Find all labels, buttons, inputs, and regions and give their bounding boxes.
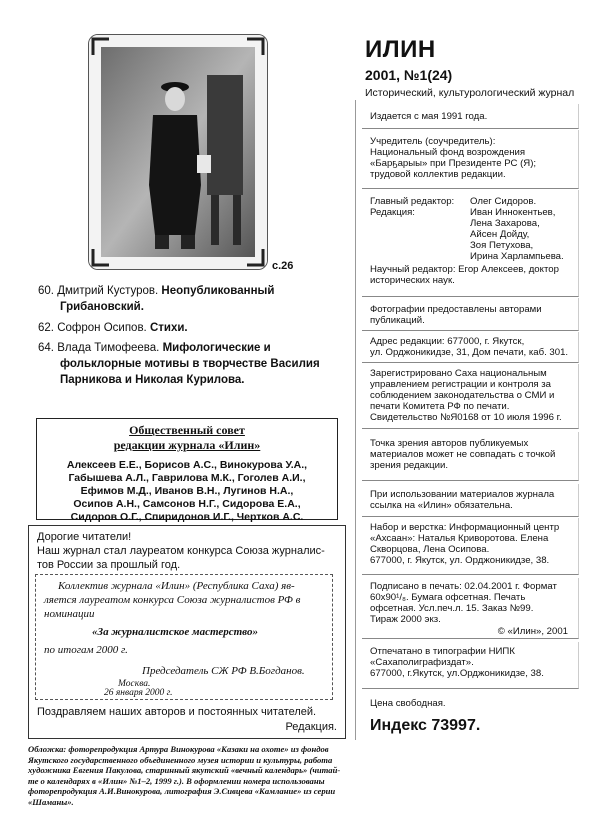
reference-line: ссылка на «Илин» обязательна. — [370, 500, 513, 511]
opinion-line: Точка зрения авторов публикуемых — [370, 438, 529, 449]
cert-line: номинации — [44, 608, 95, 620]
toc-title: Неопубликованный — [161, 285, 275, 297]
cover-note-line: фоторепродукция А.И.Винокурова, литография Э.Сивцева «Камлание» из серии — [28, 786, 336, 796]
address-block — [362, 332, 579, 363]
reference-notice-block — [362, 484, 579, 517]
cert-line: Коллектив журнала «Илин» (Республика Саха) яв- — [58, 580, 295, 592]
toc-title: Грибановский. — [60, 301, 144, 313]
photos-line: Фотографии предоставлены авторами — [370, 304, 542, 315]
staff-member: Айсен Дойду, — [470, 229, 530, 240]
since-text: Издается с мая 1991 года. — [370, 111, 488, 122]
council-title: Общественный совет редакции журнала «Илин» — [113, 423, 261, 452]
toc-title: Парникова и Николая Курилова. — [60, 374, 245, 386]
print-line: Тираж 2000 экз. — [370, 614, 441, 625]
founder-block — [362, 130, 579, 189]
founder-line: трудовой коллектив редакции. — [370, 169, 506, 180]
layout-credit-block — [362, 518, 579, 575]
print-line: Подписано в печать: 02.04.2001 г. Формат — [370, 581, 557, 592]
print-info-block — [362, 578, 579, 639]
staff-member: Лена Захарова, — [470, 218, 540, 229]
printing-house-line: Отпечатано в типографии НИПК — [370, 646, 515, 657]
sci-editor-line: Научный редактор: Егор Алексеев, доктор — [370, 264, 559, 275]
staff-label: Редакция: — [370, 207, 415, 218]
cert-nomination: «За журналистское мастерство» — [92, 626, 258, 638]
letter-from: Редакция. — [285, 721, 337, 733]
letter-greeting: Дорогие читатели! — [37, 531, 132, 543]
opinion-disclaimer-block — [362, 432, 579, 481]
registration-line: Зарегистрировано Саха национальным — [370, 368, 547, 379]
photo-image — [89, 35, 267, 269]
registration-line: Свидетельство №Я0168 от 10 июля 1996 г. — [370, 412, 562, 423]
toc-entry-60 — [38, 283, 338, 315]
price-block — [362, 692, 578, 712]
founder-line: «Барҕарыы» при Президенте РС (Я); — [370, 158, 537, 169]
toc-page: 60. — [38, 285, 54, 297]
toc-page: 64. — [38, 342, 54, 354]
printing-house-line: 677000, г.Якутск, ул.Орджоникидзе, 38. — [370, 668, 544, 679]
printing-house-block — [362, 642, 579, 689]
address-line: Адрес редакции: 677000, г. Якутск, — [370, 336, 525, 347]
council-member-line: Ефимов М.Д., Иванов В.Н., Лугинов Н.А., — [80, 485, 294, 497]
photo-caption: с.26 — [272, 260, 294, 272]
founder-line: Национальный фонд возрождения — [370, 147, 526, 158]
printing-house-line: «Сахаполиграфиздат». — [370, 657, 474, 668]
layout-line: Набор и верстка: Информационный центр — [370, 522, 560, 533]
toc-author: Влада Тимофеева. — [57, 342, 160, 354]
cert-place: Москва. — [118, 679, 151, 689]
magazine-issue: 2001, №1(24) — [365, 67, 453, 83]
registration-line: печати Комитета РФ по печати. — [370, 401, 510, 412]
cert-line: по итогам 2000 г. — [44, 644, 128, 656]
reference-line: При использовании материалов журнала — [370, 489, 555, 500]
toc-entry-64 — [38, 340, 338, 388]
layout-line: Скворцова, Лена Осипова. — [370, 544, 490, 555]
editor-name: Олег Сидоров. — [470, 196, 537, 207]
readers-letter-box — [28, 525, 346, 739]
cert-date: 26 января 2000 г. — [104, 688, 173, 698]
cover-note-line: Обложка: фоторепродукция Артура Винокурова «Казаки на охоте» из фондов — [28, 744, 329, 754]
cert-line: ляется лауреатом конкурса Союза журналистов РФ в — [44, 594, 301, 606]
cover-note — [28, 744, 346, 807]
staff-member: Иван Иннокентьев, — [470, 207, 556, 218]
editorial-council-box — [36, 418, 338, 523]
column-divider — [355, 100, 356, 740]
letter-congrats: Поздравляем наших авторов и постоянных читателей. — [37, 706, 317, 718]
photos-line: публикаций. — [370, 315, 425, 326]
cover-photo — [88, 34, 268, 270]
toc-entry-62 — [38, 320, 338, 336]
toc-title: Мифологические и — [162, 342, 271, 354]
toc-author: Софрон Осипов. — [57, 322, 147, 334]
subscription-index: Индекс 73997. — [370, 717, 481, 734]
cert-signature: Председатель СЖ РФ В.Богданов. — [142, 665, 305, 677]
award-certificate — [35, 574, 333, 700]
registration-block — [362, 364, 579, 429]
copyright: © «Илин», 2001 — [497, 626, 568, 637]
sci-editor-line: исторических наук. — [370, 275, 455, 286]
council-member-line: Осипов А.Н., Самсонов Н.Г., Сидорова Е.А., — [73, 498, 301, 510]
founder-line: Учредитель (соучредитель): — [370, 136, 496, 147]
toc-title: Стихи. — [149, 322, 188, 334]
cover-note-line: те о календарях в «Илин» №1–2, 1999 г.). В оформлении номера использованы — [28, 775, 325, 786]
letter-line: тов России за прошлый год. — [37, 559, 181, 571]
cover-note-line: «Шаманы». — [28, 796, 74, 807]
toc-page: 62. — [38, 322, 54, 334]
masthead-since-block — [362, 104, 579, 129]
magazine-description: Исторический, культурологический журнал — [365, 87, 575, 99]
council-member-line: Сидоров О.Г., Спиридонов И.Г., Чертков А.С. — [70, 511, 304, 523]
letter-line: Наш журнал стал лауреатом конкурса Союза журналис- — [37, 545, 325, 557]
editor-label: Главный редактор: — [370, 196, 455, 207]
cover-note-line: художника Евгения Пакулова, старинный якутский «вечный календарь» (читай- — [28, 765, 341, 775]
toc-title: фольклорные мотивы в творчестве Василия — [60, 358, 320, 370]
toc-author: Дмитрий Кустуров. — [57, 285, 159, 297]
opinion-line: зрения редакции. — [370, 460, 449, 471]
magazine-title: ИЛИН — [365, 36, 436, 63]
address-line: ул. Орджоникидзе, 31, Дом печати, каб. 301. — [370, 347, 569, 358]
layout-line: 677000, г. Якутск, ул. Орджоникидзе, 38. — [370, 555, 550, 566]
registration-line: соблюдением законодательства о СМИ и — [370, 390, 555, 401]
photos-credit-block — [362, 298, 579, 331]
staff-member: Зоя Петухова, — [470, 240, 534, 251]
staff-member: Ирина Харлампьева. — [470, 251, 564, 262]
layout-line: «Ахсаан»: Наталья Криворотова. Елена — [370, 533, 549, 544]
editorial-staff-block — [362, 190, 579, 297]
opinion-line: материалов может не совпадать с точкой — [370, 449, 556, 460]
price-text: Цена свободная. — [370, 698, 446, 709]
council-member-line: Алексеев Е.Е., Борисов А.С., Винокурова У.А., — [66, 459, 308, 471]
registration-line: управлением регистрации и контроля за — [370, 379, 552, 390]
print-line: офсетная. Усл.печ.л. 15. Заказ №99. — [370, 603, 534, 614]
print-line: 60х90¹/₈. Бумага офсетная. Печать — [370, 592, 526, 603]
council-member-line: Габышева А.Л., Гаврилова М.К., Гоголев А.И., — [68, 472, 306, 484]
council-members — [37, 459, 337, 524]
cover-note-line: Якутского государственного объединенного музея истории и культуры, работа — [28, 754, 333, 765]
